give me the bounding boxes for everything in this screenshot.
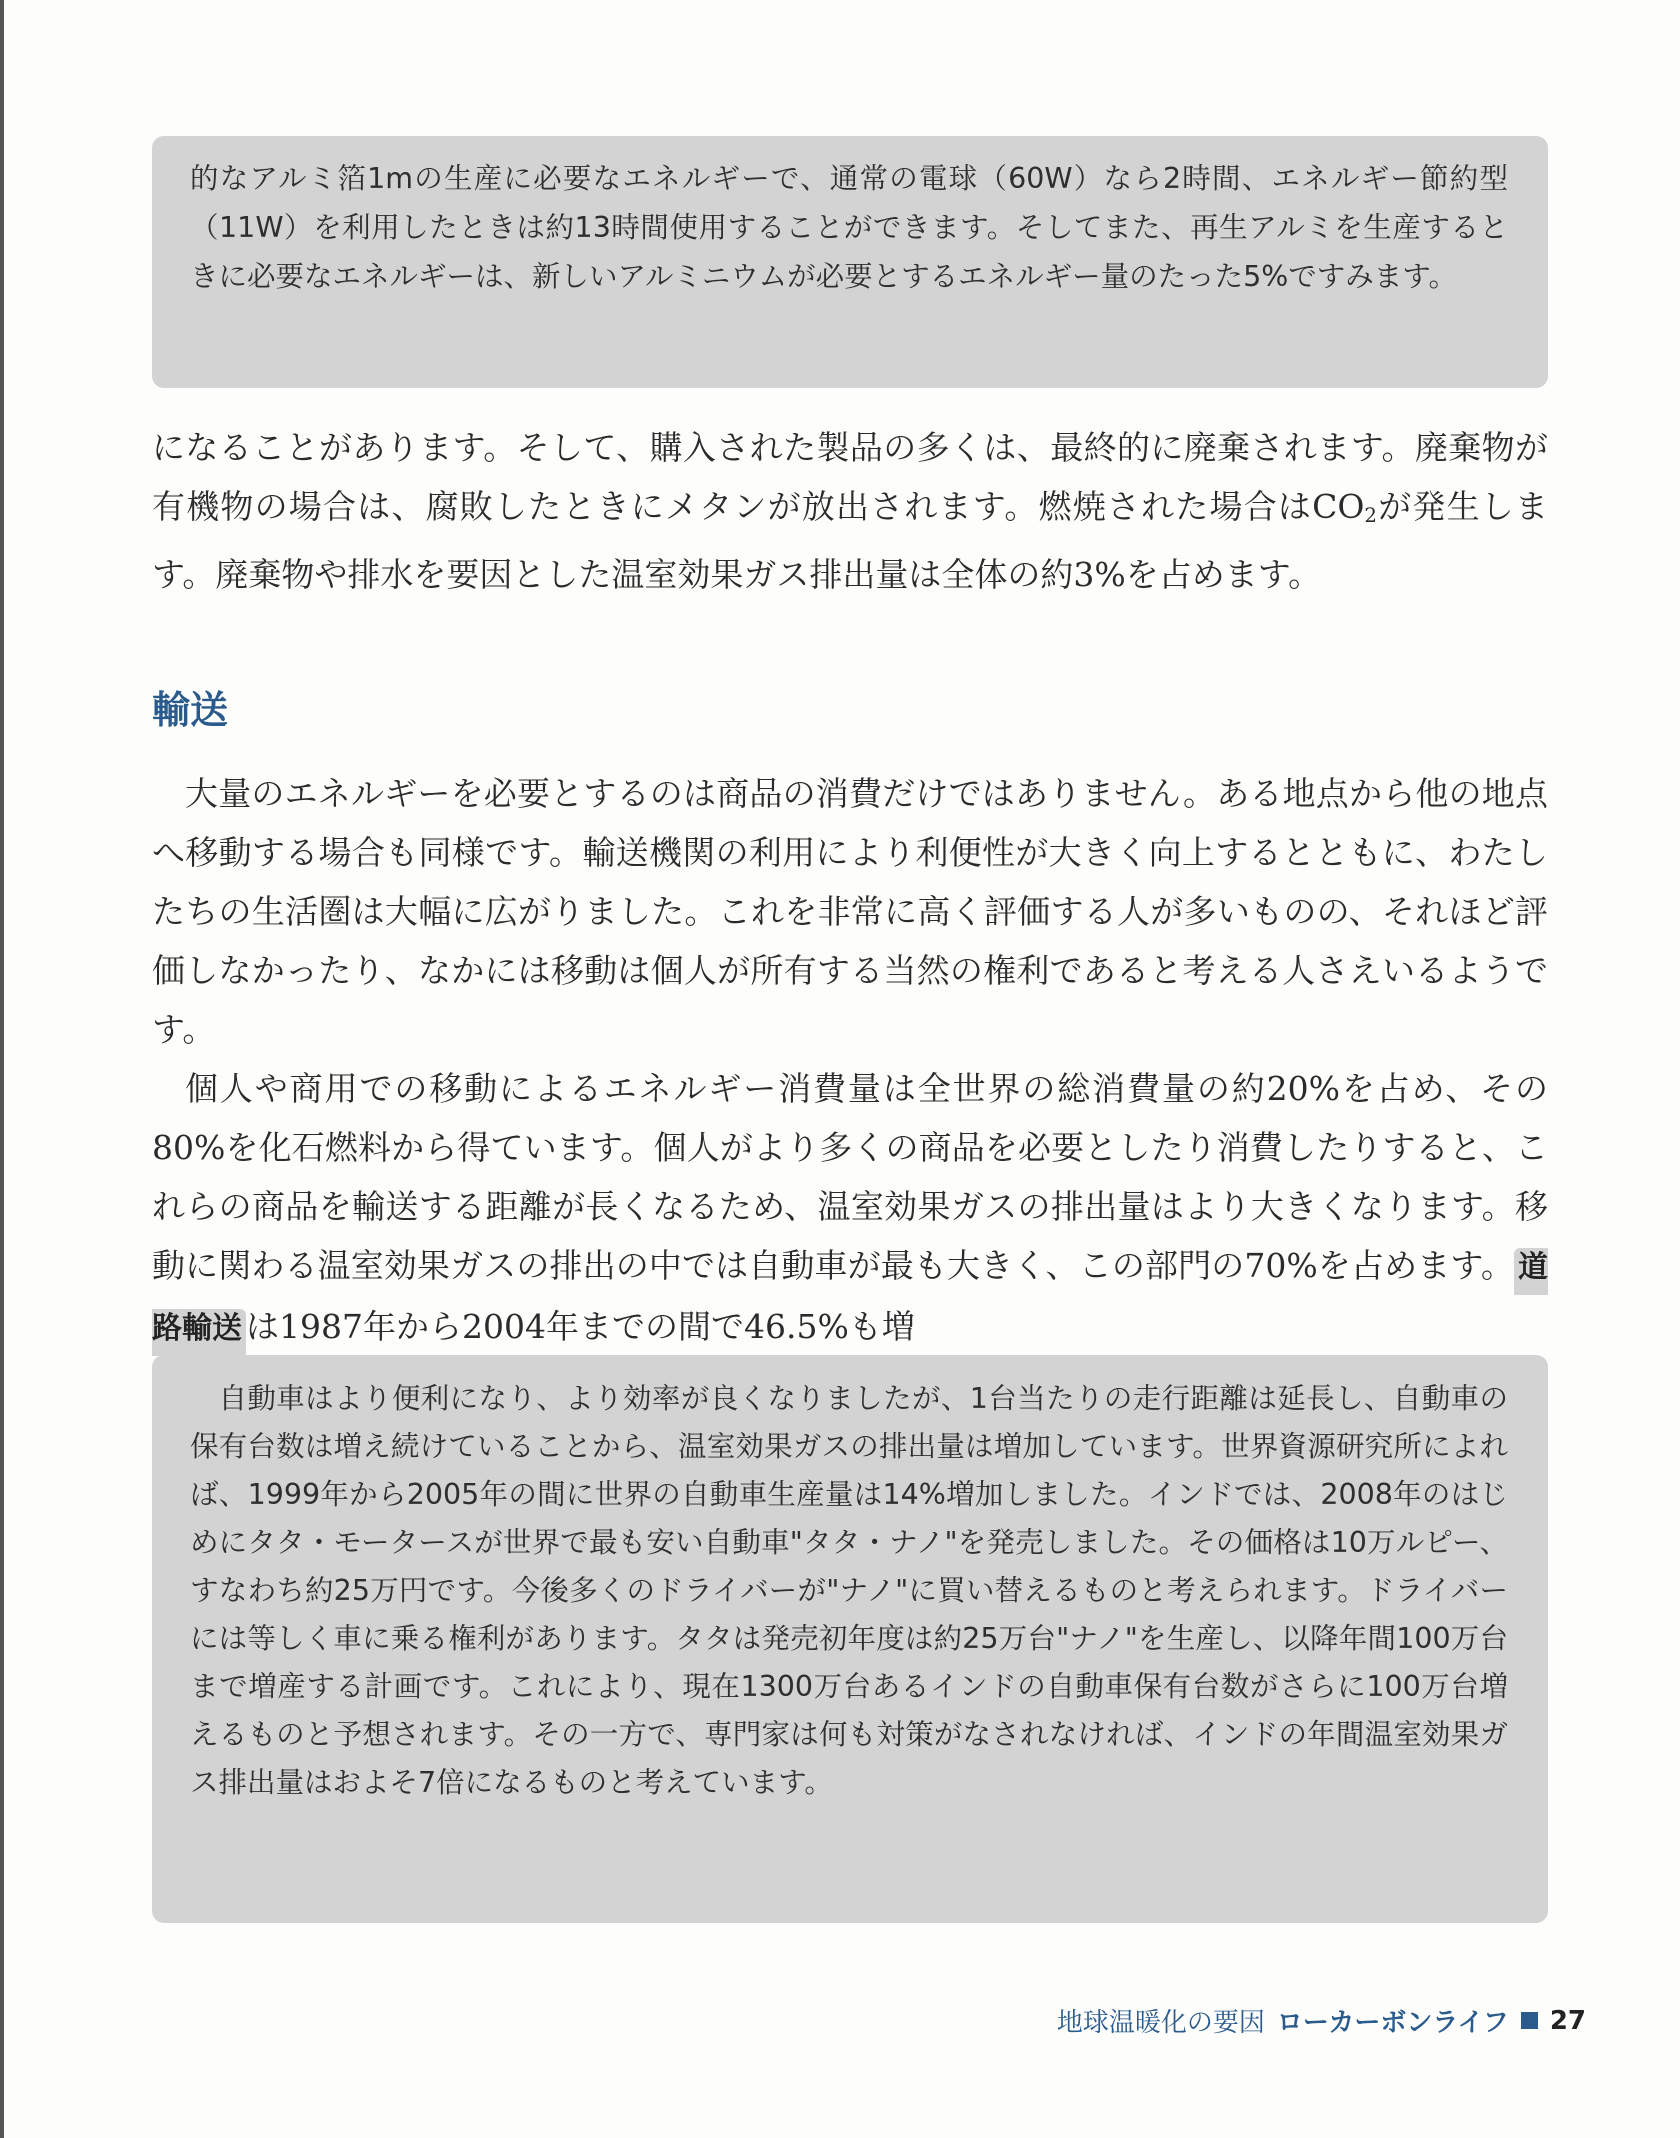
- body-text-after-sub: が発生します。廃棄物や排水を要因とした温室効果ガス排出量は全体の約3%を占めます。: [152, 487, 1548, 594]
- footer-chapter: 地球温暖化の要因: [1056, 2008, 1265, 2038]
- footer-series: ローカーボンライフ: [1276, 2008, 1509, 2038]
- body-text-top: [152, 418, 1548, 604]
- section-heading: 輸送: [152, 688, 229, 732]
- body-paragraph-waste: [152, 418, 1548, 604]
- page-footer: [1057, 2002, 1586, 2039]
- paragraph-2-after: は1987年から2004年までの間で46.5%も増: [246, 1307, 915, 1346]
- paragraph-2-before: 個人や商用での移動によるエネルギー消費量は全世界の総消費量の約20%を占め、その80%を化石燃料から得ています。個人がより多くの商品を必要としたり消費したりすると、これらの商品を輸送する距離が長くなるため、温室効果ガスの排出量はより大きくなります。移動に関わる温室効果ガスの排出の中では自動車が最も大きく、この部門の70%を占めます。: [152, 1069, 1548, 1285]
- co2-subscript: 2: [1364, 503, 1377, 527]
- sidebar-note-bottom: [152, 1355, 1548, 1923]
- body-text-before-sub: になることがあります。そして、購入された製品の多くは、最終的に廃棄されます。廃棄物が有機物の場合は、腐敗したときにメタンが放出されます。燃焼された場合はCO: [152, 428, 1548, 526]
- body-paragraph-2: [152, 1059, 1548, 1358]
- sidebar-note-bottom-text: 自動車はより便利になり、より効率が良くなりましたが、1台当たりの走行距離は延長し、自動車の保有台数は増え続けていることから、温室効果ガスの排出量は増加しています。世界資源研究所によれば、1999年から2005年の間に世界の自動車生産量は14%増加しました。インドでは、2008年のはじめにタタ・モータースが世界で最も安い自動車"タタ・ナノ"を発売しました。その価格は10万ルピー、すなわち約25万円です。今後多くのドライバーが"ナノ"に買い替えるものと考えられます。ドライバーには等しく車に乗る権利があります。タタは発売初年度は約25万台"ナノ"を生産し、以降年間100万台まで増産する計画です。これにより、現在1300万台あるインドの自動車保有台数がさらに100万台増えるものと予想されます。その一方で、専門家は何も対策がなされなければ、インドの年間温室効果ガス排出量はおよそ7倍になるものと考えています。: [190, 1382, 1508, 1799]
- body-text-transport: [152, 764, 1548, 1358]
- sidebar-note-top: [152, 136, 1548, 388]
- page-edge: [0, 0, 4, 2138]
- body-paragraph-1: 大量のエネルギーを必要とするのは商品の消費だけではありません。ある地点から他の地点へ移動する場合も同様です。輸送機関の利用により利便性が大きく向上するとともに、わたしたちの生活圏は大幅に広がりました。これを非常に高く評価する人が多いものの、それほど評価しなかったり、なかには移動は個人が所有する当然の権利であると考える人さえいるようです。: [152, 774, 1548, 1049]
- page-number: 27: [1549, 2005, 1586, 2036]
- highlighted-term: 道路輸送: [152, 1248, 1548, 1356]
- sidebar-note-top-text: 的なアルミ箔1mの生産に必要なエネルギーで、通常の電球（60W）なら2時間、エネルギー節約型（11W）を利用したときは約13時間使用することができます。そしてまた、再生アルミを生産するときに必要なエネルギーは、新しいアルミニウムが必要とするエネルギー量のたった5%ですみます。: [190, 162, 1509, 293]
- square-bullet-icon: [1521, 2012, 1538, 2029]
